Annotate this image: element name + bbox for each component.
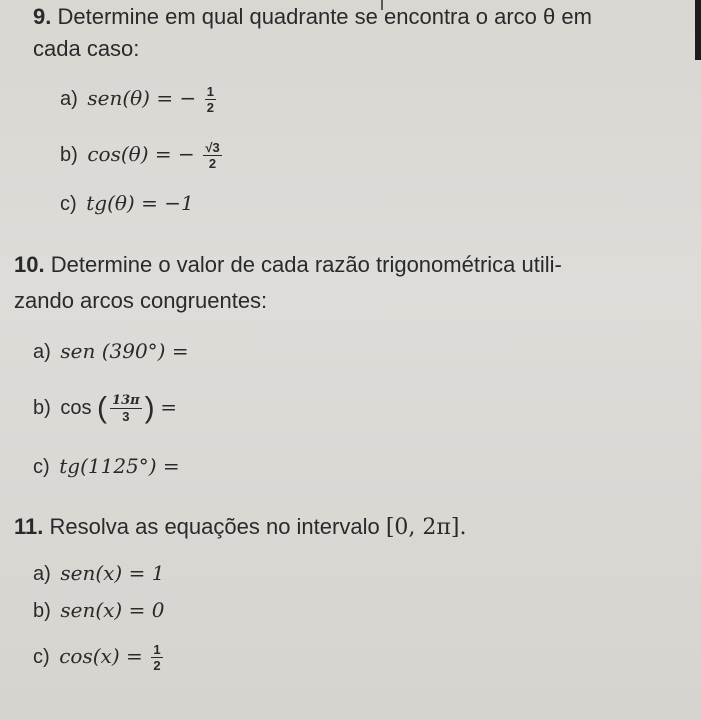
equals: =	[160, 394, 177, 419]
item-label: b)	[33, 396, 51, 419]
item-label: a)	[33, 341, 51, 363]
denominator: 2	[206, 100, 215, 115]
numerator: 1	[206, 84, 215, 99]
q11-item-a	[33, 560, 164, 587]
q10-item-c	[33, 453, 180, 480]
item-label: c)	[60, 193, 77, 215]
q11-item-b	[33, 597, 164, 624]
equation: cos(θ) = −	[87, 141, 195, 166]
q9-text-line2: cada caso:	[33, 36, 140, 61]
equation: sen(x) = 0	[60, 598, 165, 622]
item-label: b)	[60, 143, 78, 166]
equation: tg(θ) = −1	[86, 191, 194, 215]
q10-item-a	[33, 338, 189, 365]
fraction	[205, 84, 216, 115]
numerator: 1	[153, 642, 161, 657]
open-paren: (	[97, 391, 108, 425]
fraction	[151, 642, 162, 673]
item-label: c)	[33, 645, 50, 668]
q10-number: 10.	[14, 252, 45, 277]
q10-text-line2: zando arcos congruentes:	[14, 288, 268, 313]
close-paren: )	[144, 391, 155, 425]
q9-text-line1: Determine em qual quadrante se encontra o arco θ em	[57, 4, 592, 29]
q9-number: 9.	[33, 4, 52, 29]
numerator: 13π	[112, 393, 140, 408]
equation: sen (390°) =	[60, 339, 189, 363]
q9-heading-line1	[33, 4, 592, 30]
denominator: 3	[122, 409, 130, 424]
q9-item-a	[60, 84, 219, 115]
fraction	[203, 140, 221, 171]
q10-item-b	[33, 393, 177, 424]
equation: tg(1125°) =	[59, 454, 180, 478]
q9-item-b	[60, 140, 225, 171]
function-name: cos	[60, 396, 92, 419]
item-label: a)	[60, 87, 78, 110]
q11-item-c	[33, 642, 166, 673]
q11-text: Resolva as equações no intervalo	[49, 514, 380, 539]
item-label: a)	[33, 563, 51, 585]
q10-heading-line1	[14, 252, 562, 278]
q9-item-c	[60, 190, 194, 217]
denominator: 2	[208, 156, 217, 171]
fraction	[110, 393, 142, 424]
q10-text-line1: Determine o valor de cada razão trigonométrica utili-	[50, 252, 562, 277]
item-label: b)	[33, 600, 51, 622]
q11-number: 11.	[14, 514, 44, 539]
denominator: 2	[153, 658, 161, 673]
q11-heading	[14, 514, 466, 541]
equation: cos(x) =	[59, 643, 143, 668]
q11-interval: [0, 2π].	[385, 515, 467, 540]
page-edge-shadow	[695, 0, 701, 60]
numerator: √3	[205, 140, 220, 155]
equation: sen(x) = 1	[60, 561, 165, 585]
item-label: c)	[33, 456, 50, 478]
equation: sen(θ) = −	[87, 85, 197, 110]
